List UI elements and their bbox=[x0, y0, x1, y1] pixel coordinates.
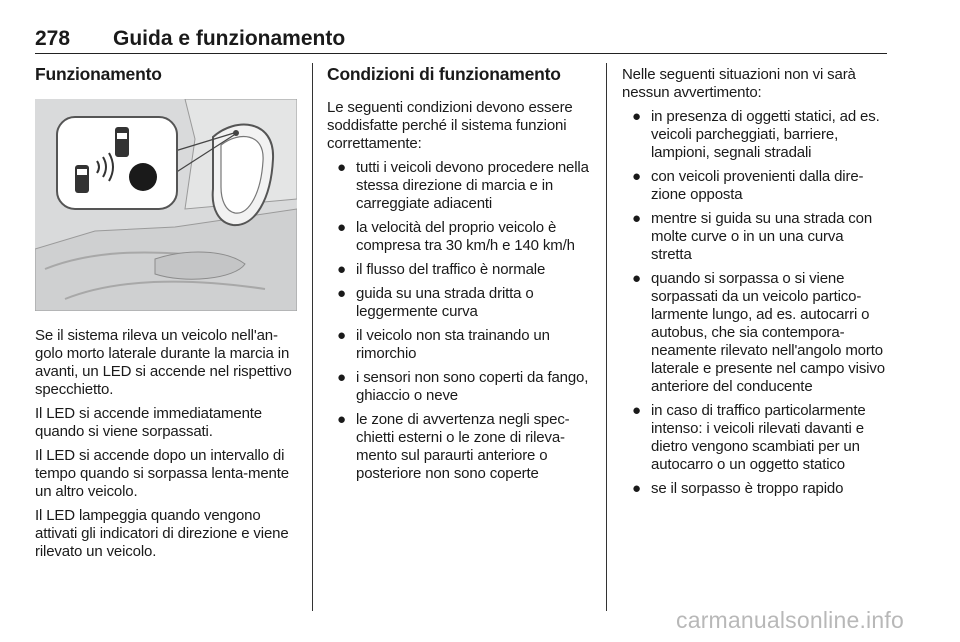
bullet-icon: ● bbox=[337, 411, 346, 428]
column-divider bbox=[312, 63, 313, 611]
list-item: ● il flusso del traffico è normale bbox=[337, 261, 546, 278]
column-conditions bbox=[327, 63, 593, 489]
bullet-icon: ● bbox=[632, 402, 641, 419]
paragraph: Il LED si accende immediatamente quando si viene sorpassati. bbox=[35, 405, 262, 440]
list-item: ● guida su una strada dritta o leggermente curva bbox=[337, 285, 534, 320]
mirror-illustration-drawing bbox=[35, 99, 297, 311]
operation-text bbox=[35, 327, 297, 561]
list-item: ● il veicolo non sta trainando un rimorchio bbox=[337, 327, 550, 362]
chapter-title: Guida e funzionamento bbox=[113, 27, 346, 50]
no-warning-list bbox=[622, 108, 888, 498]
column-divider bbox=[606, 63, 607, 611]
bullet-icon: ● bbox=[632, 168, 641, 185]
bullet-icon: ● bbox=[337, 159, 346, 176]
conditions-list bbox=[327, 159, 593, 483]
page-number: 278 bbox=[35, 27, 71, 50]
list-item: ● in caso di traffico particolarmente intenso: i veicoli rilevati davanti e dietro vengono scambiati per un autocarro o un oggetto statico bbox=[632, 402, 866, 473]
paragraph: Se il sistema rileva un veicolo nell'an-golo morto laterale durante la marcia in avanti, un LED si accende nel rispettivo specchietto. bbox=[35, 327, 292, 398]
conditions-intro: Le seguenti condizioni devono essere soddisfatte perché il sistema funzioni correttamente: bbox=[327, 99, 573, 152]
bullet-icon: ● bbox=[632, 210, 641, 227]
list-item: ● le zone di avvertenza negli spec-chietti esterni o le zone di rileva-mento sul paraurti anteriore o posteriore non sono coperte bbox=[337, 411, 570, 482]
list-item: ● la velocità del proprio veicolo è compresa tra 30 km/h e 140 km/h bbox=[337, 219, 575, 254]
section-heading-operation: Funzionamento bbox=[35, 64, 162, 84]
list-item: ● tutti i veicoli devono procedere nella stessa direzione di marcia e in carreggiate adiacenti bbox=[337, 159, 589, 212]
bullet-icon: ● bbox=[337, 219, 346, 236]
column-operation bbox=[35, 63, 297, 567]
list-item: ● con veicoli provenienti dalla dire-zione opposta bbox=[632, 168, 864, 203]
paragraph: Il LED lampeggia quando vengono attivati gli indicatori di direzione e viene rilevato un veicolo. bbox=[35, 507, 289, 560]
column-no-warning bbox=[622, 63, 888, 504]
bullet-icon: ● bbox=[337, 369, 346, 386]
bullet-icon: ● bbox=[337, 285, 346, 302]
section-heading-conditions: Condizioni di funzionamento bbox=[327, 64, 561, 84]
list-item: ● quando si sorpassa o si viene sorpassati da un veicolo partico-larmente lungo, ad es. autocarri o autobus, che sia contempora-neamente rilevato nell'angolo morto laterale e presente nel campo visivo anteriore del conducente bbox=[632, 270, 885, 395]
watermark: carmanualsonline.info bbox=[676, 607, 904, 633]
list-item: ● se il sorpasso è troppo rapido bbox=[632, 480, 844, 497]
bullet-icon: ● bbox=[632, 480, 641, 497]
paragraph: Il LED si accende dopo un intervallo di tempo quando si sorpassa lenta-mente un altro veicolo. bbox=[35, 447, 289, 500]
bullet-icon: ● bbox=[632, 108, 641, 125]
no-warning-intro: Nelle seguenti situazioni non vi sarà nessun avvertimento: bbox=[622, 66, 856, 101]
list-item: ● mentre si guida su una strada con molte curve o in un una curva stretta bbox=[632, 210, 873, 263]
page-header bbox=[35, 27, 887, 54]
list-item: ● i sensori non sono coperti da fango, ghiaccio o neve bbox=[337, 369, 589, 404]
bullet-icon: ● bbox=[337, 327, 346, 344]
list-item: ● in presenza di oggetti statici, ad es. veicoli parcheggiati, barriere, lampioni, segnali stradali bbox=[632, 108, 880, 161]
mirror-led-illustration bbox=[35, 99, 297, 311]
bullet-icon: ● bbox=[632, 270, 641, 287]
bullet-icon: ● bbox=[337, 261, 346, 278]
